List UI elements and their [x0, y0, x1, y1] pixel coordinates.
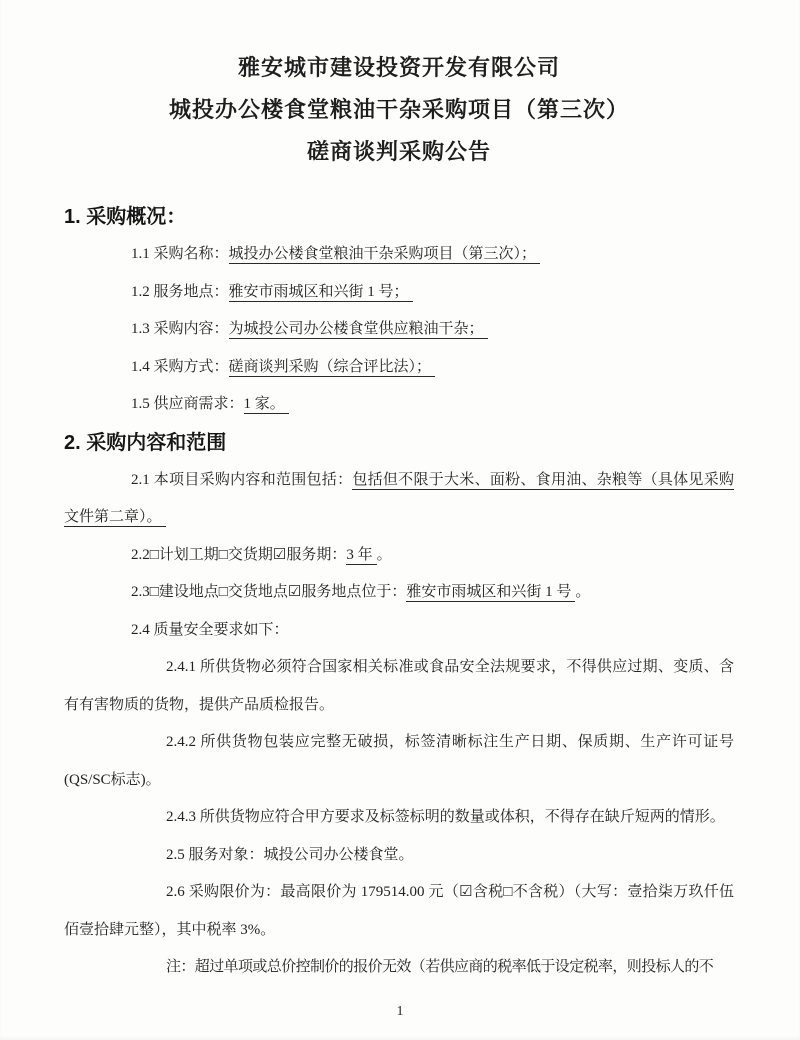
- section-procurement-overview: [64, 198, 734, 424]
- clause-label: 2.3□建设地点□交货地点☑服务地点位于：: [131, 584, 407, 600]
- clause-2-1: [64, 462, 734, 537]
- clause-note: [64, 949, 734, 987]
- clause-label: 1.2 服务地点：: [131, 283, 229, 300]
- title-line-1: 雅安城市建设投资开发有限公司: [237, 55, 560, 80]
- clause-1-1: [64, 236, 734, 274]
- clause-tail: 。: [575, 584, 591, 600]
- clause-underlined-value: 雅安市雨城区和兴街 1 号；: [229, 284, 413, 302]
- clause-2-5: [64, 837, 734, 875]
- clause-label: 注：超过单项或总价控制价的报价无效（若供应商的税率低于设定税率，则投标人的不: [166, 959, 714, 975]
- clause-label: 2.4.1 所供货物必须符合国家相关标准或食品安全法规要求，不得供应过期、变质、含有有害物质的货物，提供产品质检报告。: [64, 659, 734, 713]
- section-2-heading: 2. 采购内容和范围: [64, 431, 227, 454]
- title-line-2: 城投办公楼食堂粮油干杂采购项目（第三次）: [168, 97, 629, 122]
- clause-label: 2.6 采购限价为：最高限价为 179514.00 元（☑含税□不含税）（大写：壹拾柒万玖仟伍佰壹拾肆元整），其中税率 3%。: [64, 884, 734, 938]
- clause-1-5: [64, 386, 734, 424]
- clause-label: 2.1 本项目采购内容和范围包括：: [131, 471, 353, 488]
- clause-label: 1.1 采购名称：: [131, 246, 229, 262]
- clause-label: 1.3 采购内容：: [131, 321, 229, 337]
- clause-1-3: [64, 311, 734, 349]
- page-number: 1: [396, 1004, 404, 1019]
- clause-underlined-value: 城投办公楼食堂粮油干杂采购项目（第三次）；: [229, 246, 541, 264]
- clause-2-4-2: [64, 724, 734, 799]
- clause-label: 2.2□计划工期□交货期☑服务期：: [131, 546, 347, 563]
- clause-underlined-value: 磋商谈判采购（综合评比法）；: [229, 359, 436, 377]
- clause-label: 2.4 质量安全要求如下：: [131, 621, 289, 638]
- clause-label: 2.4.3 所供货物应符合甲方要求及标签标明的数量或体积，不得存在缺斤短两的情形。: [166, 809, 725, 825]
- clause-2-6: [64, 874, 734, 949]
- section-procurement-scope: [64, 424, 734, 987]
- clause-2-4-1: [64, 649, 734, 724]
- clause-1-4: [64, 349, 734, 387]
- clause-label: 1.5 供应商需求：: [131, 396, 244, 412]
- title-line-3: 磋商谈判采购公告: [306, 139, 491, 164]
- clause-underlined-value: 1 家。: [244, 396, 289, 414]
- clause-2-2: [64, 537, 734, 575]
- clause-label: 1.4 采购方式：: [131, 358, 229, 375]
- document-title: [64, 47, 734, 173]
- clause-tail: 。: [376, 546, 392, 563]
- clause-label: 2.4.2 所供货物包装应完整无破损，标签清晰标注生产日期、保质期、生产许可证号(QS/SC标志)。: [64, 734, 734, 788]
- section-1-heading: 1. 采购概况：: [64, 206, 187, 228]
- clause-underlined-value: 3 年: [346, 547, 376, 565]
- clause-underlined-value: 包括但不限于大米、面粉、食用油、杂粮等（具体见采购文件第二章）。: [64, 471, 734, 525]
- clause-2-4-3: [64, 799, 734, 837]
- clause-underlined-value: 雅安市雨城区和兴街 1 号: [406, 584, 575, 602]
- clause-2-4: [64, 612, 734, 650]
- clause-1-2: [64, 274, 734, 312]
- clause-2-3: [64, 574, 734, 612]
- clause-label: 2.5 服务对象：城投公司办公楼食堂。: [166, 846, 414, 863]
- clause-underlined-value: 为城投公司办公楼食堂供应粮油干杂；: [229, 321, 488, 339]
